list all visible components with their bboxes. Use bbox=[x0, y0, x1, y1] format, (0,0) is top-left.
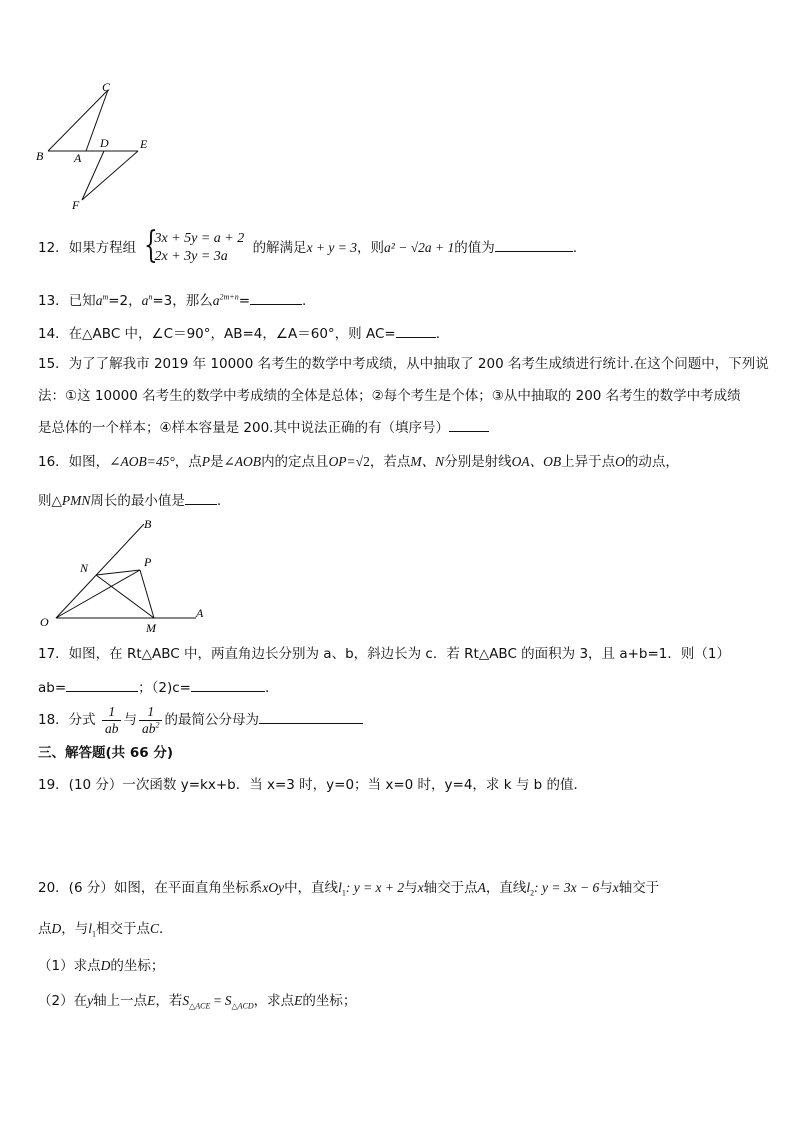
q14-text: 14．在△ABC 中，∠C＝90°，AB=4，∠A＝60°，则 AC= bbox=[38, 326, 396, 342]
q13-m: m bbox=[102, 292, 109, 302]
q16-d: 内的定点且 bbox=[261, 454, 329, 470]
label-o: O bbox=[40, 615, 49, 629]
q20-p2-c: ，若 bbox=[155, 993, 183, 1009]
q16-p: P bbox=[201, 454, 210, 469]
q13-a2: a bbox=[141, 293, 149, 308]
answer-blank-12[interactable] bbox=[495, 237, 573, 252]
q20-xoy: xOy bbox=[262, 880, 285, 895]
question-20-line1 bbox=[38, 879, 659, 897]
q20-S2: S bbox=[224, 993, 232, 1008]
question-18 bbox=[38, 703, 363, 737]
q20-l1bsub: 1 bbox=[92, 929, 97, 939]
question-16-line1 bbox=[38, 453, 679, 471]
q20-S1: S bbox=[182, 993, 190, 1008]
q12-expr: a² − √2a + 1 bbox=[384, 240, 455, 255]
answer-blank-13[interactable] bbox=[250, 290, 302, 305]
question-15-line1: 15．为了了解我市 2019 年 10000 名考生的数学中考成绩，从中抽取了 200 名考生成绩进行统计.在这个问题中，下列说 bbox=[38, 356, 769, 372]
q16-sqrt2: √2 bbox=[355, 454, 370, 469]
section-title: 三、解答题(共 66 分) bbox=[38, 745, 174, 761]
segment-df bbox=[82, 151, 104, 200]
q20-b: 中，直线 bbox=[284, 880, 339, 896]
q16-o: O bbox=[615, 454, 625, 469]
label-c: C bbox=[102, 80, 111, 94]
answer-blank-15[interactable] bbox=[449, 417, 489, 432]
q18-number: 18．分式 bbox=[38, 712, 96, 728]
q20-l1eq: : y = x + 2 bbox=[345, 880, 405, 895]
q20-l2eq: : y = 3x − 6 bbox=[534, 880, 600, 895]
q14-end: . bbox=[435, 326, 440, 342]
q16-e: ，若点 bbox=[369, 454, 411, 470]
q12-then: ，则 bbox=[357, 240, 385, 256]
q20-line2-d: ． bbox=[159, 921, 173, 937]
frac1-num: 1 bbox=[102, 704, 122, 721]
q16-f: 分别是射线 bbox=[444, 454, 512, 470]
label-n: N bbox=[80, 561, 89, 575]
q16-g: 上异于点 bbox=[561, 454, 616, 470]
q16-h: 的动点， bbox=[624, 454, 679, 470]
q12-eq1: 3x + 5y = a + 2 bbox=[154, 231, 245, 246]
segment-fe bbox=[82, 151, 138, 200]
q18-mid: 与 bbox=[123, 712, 137, 728]
q20-p1-D: D bbox=[100, 958, 111, 973]
q16-op: OP= bbox=[328, 454, 356, 469]
q13-end: . bbox=[302, 293, 307, 309]
q20-l2: l bbox=[526, 880, 531, 895]
question-14 bbox=[38, 323, 440, 343]
q20-g: 轴交于 bbox=[618, 880, 660, 896]
question-12 bbox=[38, 225, 578, 266]
q13-eq2: =3，那么 bbox=[152, 293, 213, 309]
q13-a: a bbox=[95, 293, 103, 308]
segment-pm bbox=[140, 570, 154, 618]
segment-nm bbox=[96, 575, 154, 618]
q20-S2sub: △ACD bbox=[231, 1001, 254, 1011]
q17-end: . bbox=[265, 680, 270, 696]
frac2-den bbox=[139, 721, 163, 737]
q20-line2-b: ，与 bbox=[61, 921, 89, 937]
q20-c: 与 bbox=[404, 880, 418, 896]
label-d: D bbox=[100, 136, 109, 150]
question-17-line1: 17．如图，在 Rt△ABC 中，两直角边长分别为 a、b，斜边长为 c．若 Rt△ABC 的面积为 3，且 a+b=1．则（1） bbox=[38, 646, 730, 662]
equation-system bbox=[144, 225, 245, 266]
q16-c: 是 bbox=[210, 454, 224, 470]
q16-a: 16．如图， bbox=[38, 454, 110, 470]
q20-p2-E: E bbox=[147, 993, 156, 1008]
answer-blank-17-2[interactable] bbox=[191, 677, 265, 692]
question-15-line2: 法：①这 10000 名考生的数学中考成绩的全体是总体；②每个考生是个体；③从中抽取的 200 名考生的数学中考成绩 bbox=[38, 388, 741, 404]
question-13 bbox=[38, 290, 306, 310]
q20-eq: = bbox=[210, 993, 225, 1008]
q20-S1sub: △ACE bbox=[189, 1001, 211, 1011]
question-15-line3 bbox=[38, 417, 489, 437]
answer-blank-16[interactable] bbox=[185, 490, 217, 505]
q16-pmn: PMN bbox=[61, 493, 91, 508]
q20-p1-b: 的坐标； bbox=[110, 958, 165, 974]
q20-p2-b: 轴上一点 bbox=[93, 993, 148, 1009]
q18-suffix: 的最简公分母为 bbox=[164, 712, 259, 728]
question-20-part1 bbox=[38, 957, 164, 975]
label-a: A bbox=[74, 151, 82, 165]
frac2-num: 1 bbox=[139, 704, 163, 721]
label-m: M bbox=[146, 621, 156, 635]
label-b: B bbox=[144, 517, 152, 531]
q20-f: 与 bbox=[599, 880, 613, 896]
q20-l1sub: 1 bbox=[341, 888, 346, 898]
frac1-den: ab bbox=[104, 720, 119, 736]
q13-exp: 2m+n bbox=[219, 292, 239, 302]
q12-eq2: 2x + 3y = 3a bbox=[154, 249, 228, 264]
q13-text: 已知 bbox=[68, 293, 96, 309]
q20-p2-E2: E bbox=[294, 993, 303, 1008]
q20-C: C bbox=[150, 921, 160, 936]
q13-eq1: =2， bbox=[108, 293, 142, 309]
q20-line2-c: 相交于点 bbox=[96, 921, 151, 937]
question-20-part2 bbox=[38, 992, 356, 1010]
q20-p1-a: （1）求点 bbox=[38, 958, 101, 974]
q13-n: n bbox=[148, 292, 153, 302]
q20-d: 轴交于点 bbox=[423, 880, 478, 896]
q12-suffix: 的值为 bbox=[454, 240, 495, 256]
q12-number: 12． bbox=[38, 240, 69, 256]
question-17-line2 bbox=[38, 677, 269, 697]
label-b: B bbox=[36, 149, 44, 163]
q20-line2-a: 点 bbox=[38, 921, 52, 937]
q16-angle: ∠AOB=45° bbox=[109, 454, 175, 469]
q13-a3: a bbox=[212, 293, 220, 308]
figure-angle-aob bbox=[36, 514, 216, 636]
q12-mid: 的解满足 bbox=[252, 240, 307, 256]
q20-l1: l bbox=[338, 880, 342, 895]
fraction-2 bbox=[139, 704, 163, 737]
q16-b: ，点 bbox=[174, 454, 202, 470]
q13-eq3: = bbox=[238, 293, 251, 309]
q12-prefix: 如果方程组 bbox=[68, 240, 137, 256]
label-f: F bbox=[72, 198, 80, 212]
q16-oaob: OA、OB bbox=[511, 454, 562, 469]
q20-p2-d: ，求点 bbox=[253, 993, 295, 1009]
q12-cond: x + y = 3 bbox=[306, 240, 358, 255]
question-20-line2 bbox=[38, 920, 173, 938]
q12-end: . bbox=[572, 240, 578, 256]
label-a: A bbox=[196, 606, 204, 620]
q16-mn: M、N bbox=[410, 454, 445, 469]
question-19: 19．(10 分）一次函数 y=kx+b．当 x=3 时，y=0；当 x=0 时，y=4，求 k 与 b 的值． bbox=[38, 777, 587, 793]
q20-p2-a: （2）在 bbox=[38, 993, 88, 1009]
q20-l2sub: 2 bbox=[530, 888, 535, 898]
q16-line2-a: 则△ bbox=[38, 493, 62, 509]
q17-ab: ab= bbox=[38, 680, 67, 696]
answer-blank-18[interactable] bbox=[259, 709, 363, 724]
segment-op bbox=[56, 570, 140, 618]
q20-D: D bbox=[51, 921, 62, 936]
segment-bc bbox=[48, 90, 108, 151]
q20-l1b: l bbox=[88, 921, 93, 936]
q20-p2-e: 的坐标； bbox=[302, 993, 357, 1009]
q20-a: 20．(6 分）如图，在平面直角坐标系 bbox=[38, 880, 263, 896]
brace-icon: { bbox=[144, 225, 159, 266]
q16-end: . bbox=[216, 493, 222, 509]
q20-e: ，直线 bbox=[485, 880, 527, 896]
figure-triangles-bcf bbox=[30, 78, 160, 213]
fraction-1 bbox=[102, 704, 122, 737]
q13-number: 13． bbox=[38, 293, 69, 309]
label-p: P bbox=[144, 555, 152, 569]
q20-x2: x bbox=[612, 880, 619, 895]
label-e: E bbox=[140, 137, 148, 151]
answer-blank-17-1[interactable] bbox=[66, 677, 138, 692]
q16-angle2: ∠AOB bbox=[223, 454, 262, 469]
q20-A: A bbox=[477, 880, 486, 895]
q16-line2-b: 周长的最小值是 bbox=[90, 493, 185, 509]
question-16-line2 bbox=[38, 490, 221, 510]
q20-x: x bbox=[417, 880, 424, 895]
frac2-den-base: ab bbox=[141, 720, 156, 736]
q20-p2-y: y bbox=[87, 993, 94, 1008]
q17-sep: ；（2)c= bbox=[138, 680, 191, 696]
q15-line3-text: 是总体的一个样本；④样本容量是 200.其中说法正确的有（填序号） bbox=[38, 420, 449, 436]
frac2-den-exp: 2 bbox=[155, 720, 160, 729]
answer-blank-14[interactable] bbox=[396, 323, 436, 338]
